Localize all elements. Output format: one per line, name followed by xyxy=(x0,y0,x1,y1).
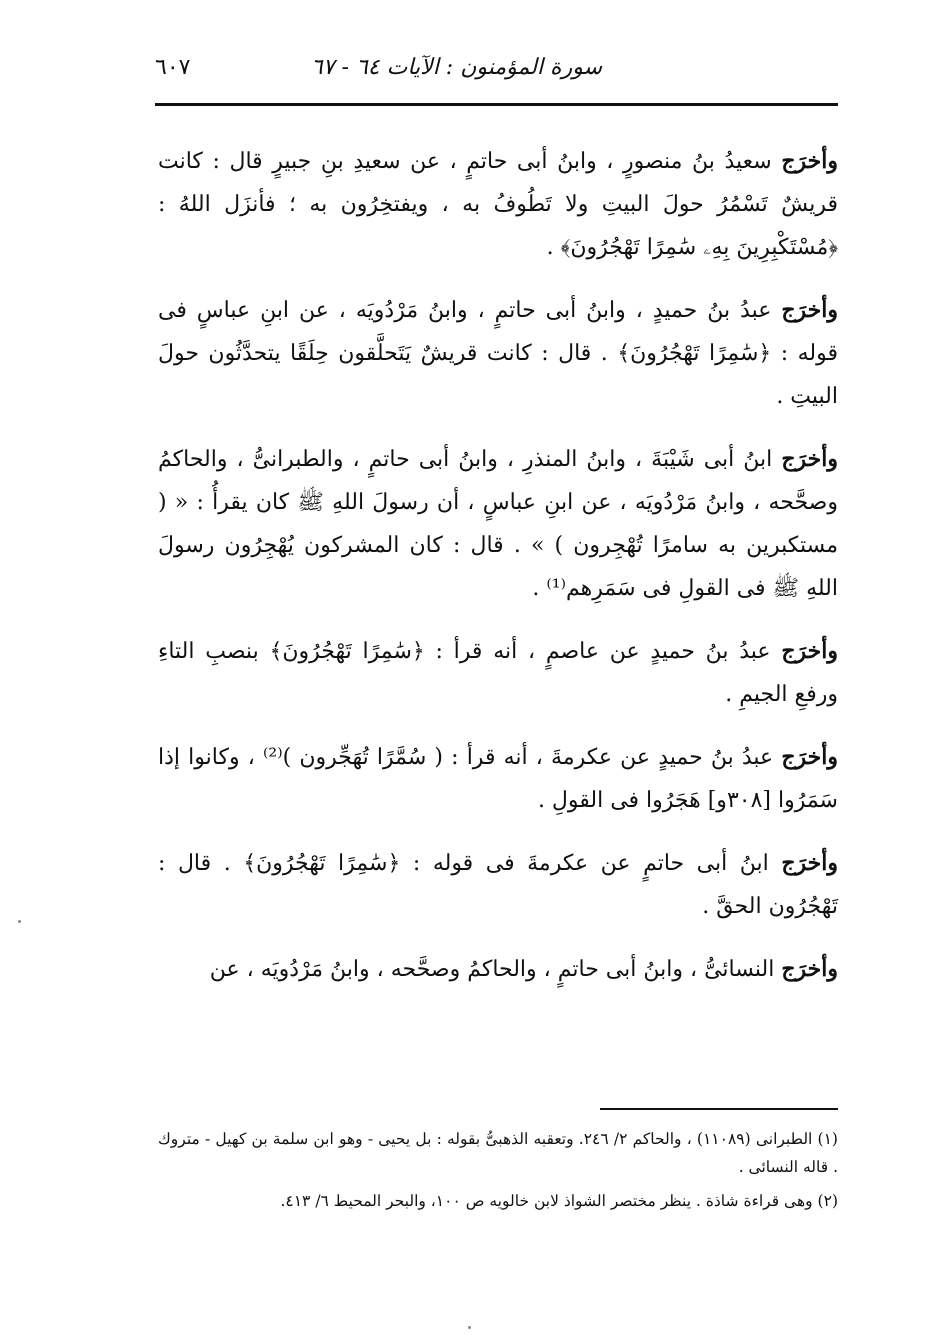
paragraph-lead-word: وأخرَج xyxy=(781,638,838,664)
page-number: ٦٠٧ xyxy=(155,55,191,80)
paragraph-lead-word: وأخرَج xyxy=(781,850,838,876)
paragraph-lead-word: وأخرَج xyxy=(781,956,838,982)
paragraph xyxy=(158,948,838,991)
paragraph-text: سعيدُ بنُ منصورٍ ، وابنُ أبى حاتمٍ ، عن سعيدِ بنِ جبيرٍ قال : كانت قريشٌ تَسْمُرُ حولَ البيتِ ولا تَطُوفُ به ، ويفتخِرُون به ؛ فأنزَل اللهُ : ﴿مُسْتَكْبِرِينَ بِهِۦ سَٰمِرًا تَهْجُرُونَ﴾ . xyxy=(158,149,838,260)
paragraph-text: عبدُ بنُ حميدٍ ، وابنُ أبى حاتمٍ ، وابنُ مَرْدُويَه ، عن ابنِ عباسٍ فى قوله : ﴿سَٰمِرًا تَهْجُرُونَ﴾ . قال : كانت قريشٌ يَتَحلَّقون حِلَقًا يتحدَّثُون حولَ البيتِ . xyxy=(158,298,838,409)
paragraph xyxy=(158,438,838,610)
paragraph xyxy=(158,289,838,418)
paragraph-text: عبدُ بنُ حميدٍ عن عاصمٍ ، أنه قرأ : ﴿سَٰمِرًا تَهْجُرُونَ﴾ بنصبِ التاءِ ورفعِ الجيمِ . xyxy=(158,639,838,707)
paragraph xyxy=(158,842,838,928)
header-divider xyxy=(155,103,838,106)
scan-speck xyxy=(18,920,21,923)
paragraph-lead-word: وأخرَج xyxy=(781,297,838,323)
footnote: (١) الطبرانى (١١٠٨٩) ، والحاكم ٢/ ٢٤٦. وتعقبه الذهبىُّ بقوله : بل يحيى - وهو ابن سلمة بن كهيل - متروك . قاله النسائى . xyxy=(158,1130,838,1176)
footnote-divider xyxy=(600,1108,838,1110)
paragraph xyxy=(158,736,838,822)
paragraph-lead-word: وأخرَج xyxy=(781,148,838,174)
scan-speck xyxy=(468,1326,471,1329)
main-text xyxy=(158,140,838,1011)
paragraph-lead-word: وأخرَج xyxy=(781,446,838,472)
footnote: (٢) وهى قراءة شاذة . ينظر مختصر الشواذ لابن خالويه ص ١٠٠، والبحر المحيط ٦/ ٤١٣. xyxy=(280,1192,838,1210)
paragraph-text: النسائىُّ ، وابنُ أبى حاتمٍ ، والحاكمُ وصحَّحه ، وابنُ مَرْدُويَه ، عن xyxy=(209,957,782,982)
paragraph-text: ابنُ أبى حاتمٍ عن عكرمةَ فى قوله : ﴿سَٰمِرًا تَهْجُرُونَ﴾ . قال : تَهْجُرُون الحقَّ . xyxy=(158,851,838,919)
paragraph xyxy=(158,140,838,269)
footnotes xyxy=(158,1125,838,1221)
paragraph xyxy=(158,630,838,716)
paragraph-lead-word: وأخرَج xyxy=(781,744,839,770)
header-title: سورة المؤمنون : الآيات ٦٤ - ٦٧ xyxy=(310,55,602,80)
paragraph-text: عبدُ بنُ حميدٍ عن عكرمةَ ، أنه قرأ : ( سُمَّرًا تُهَجِّرون )⁽²⁾ ، وكانوا إذا سَمَرُوا [٣٠٨و] هَجَرُوا فى القولِ . xyxy=(158,745,838,813)
paragraph-text: ابنُ أبى شَيْبَةَ ، وابنُ المنذرِ ، وابنُ أبى حاتمٍ ، والطبرانىُّ ، والحاكمُ وصحَّحه ، وابنُ مَرْدُويَه ، عن ابنِ عباسٍ ، أن رسولَ اللهِ ﷺ كان يقرأُ : « ( مستكبرين به سامرًا تُهْجِرون ) » . قال : كان المشركون يُهْجِرُون رسولَ اللهِ ﷺ فى القولِ فى سَمَرِهم⁽¹⁾ . xyxy=(158,447,838,601)
running-header xyxy=(155,55,837,99)
